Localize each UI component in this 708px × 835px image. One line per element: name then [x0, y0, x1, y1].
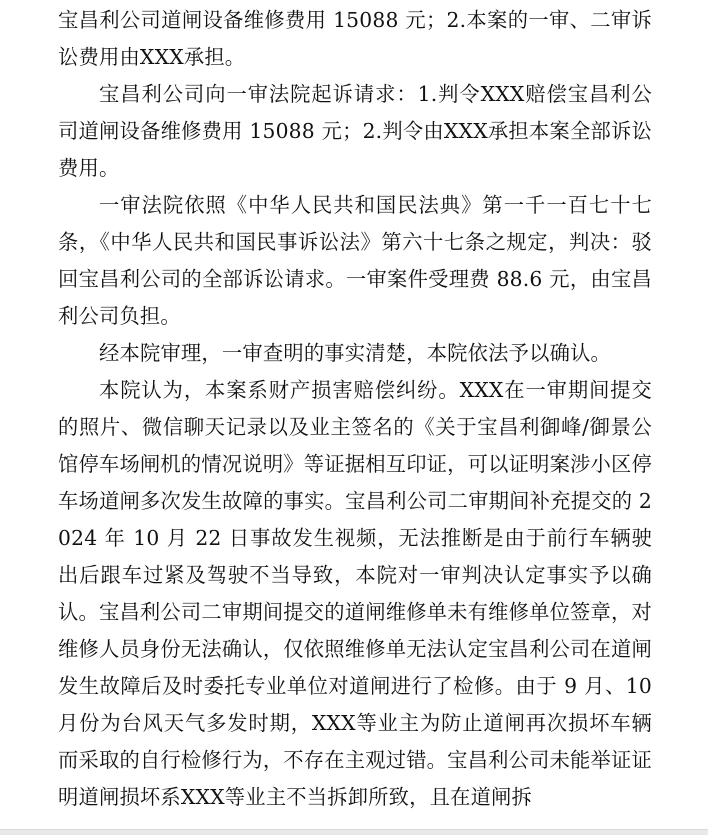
paragraph-fact-confirmation: 经本院审理，一审查明的事实清楚，本院依法予以确认。 [99, 341, 612, 365]
paragraph-court-opinion: 本院认为，本案系财产损害赔偿纠纷。XXX在一审期间提交的照片、微信聊天记录以及业主签名的《关于宝昌利御峰/御景公馆停车场闸机的情况说明》等证据相互印证，可以证明案涉小区停车场道闸多次发生故障的事实。宝昌利公司二审期间补充提交的 2024 年 10 月 22 日事故发生视频，无法推断是由于前行车辆驶出后跟车过紧及驾驶不当导致，本院对一审判决认定事实予以确认。宝昌利公司二审期间提交的道闸维修单未有维修单位签章，对维修人员身份无法确认，仅依照维修单无法认定宝昌利公司在道闸发生故障后及时委托专业单位对道闸进行了检修。由于 9 月、10 月份为台风天气多发时期，XXX等业主为防止道闸再次损坏车辆而采取的自行检修行为，不存在主观过错。宝昌利公司未能举证证明道闸损坏系XXX等业主不当拆卸所致，且在道闸拆 [58, 378, 652, 809]
paragraph-claim-continuation: 宝昌利公司道闸设备维修费用 15088 元；2.本案的一审、二审诉讼费用由XXX承担。 [58, 8, 652, 69]
paragraph-first-instance-claims: 宝昌利公司向一审法院起诉请求：1.判令XXX赔偿宝昌利公司道闸设备维修费用 15088 元；2.判令由XXX承担本案全部诉讼费用。 [58, 82, 652, 180]
paragraph-first-instance-judgment: 一审法院依照《中华人民共和国民法典》第一千一百七十七条，《中华人民共和国民事诉讼法》第六十七条之规定，判决：驳回宝昌利公司的全部诉讼请求。一审案件受理费 88.6 元，由宝昌利公司负担。 [58, 193, 652, 328]
page-bottom-divider [0, 829, 708, 835]
document-body [58, 2, 652, 816]
